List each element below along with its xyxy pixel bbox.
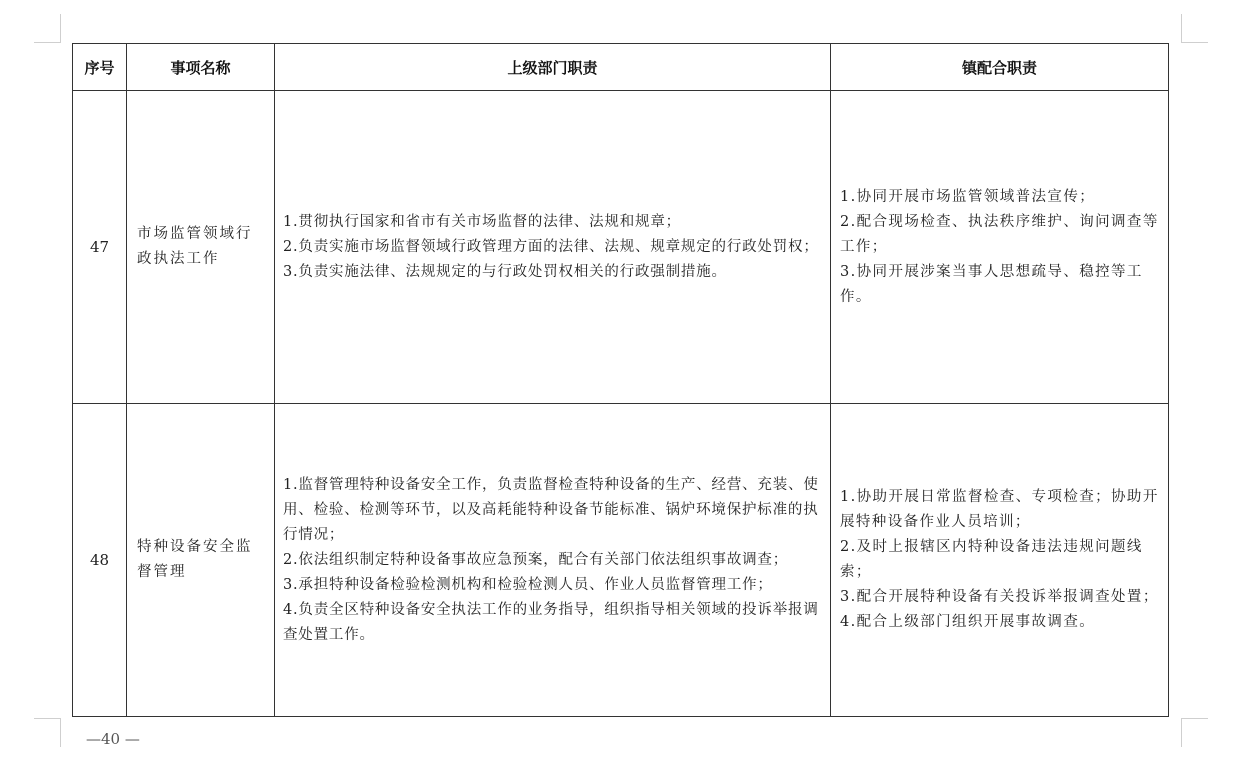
- duty-item: 3.承担特种设备检验检测机构和检验检测人员、作业人员监督管理工作；: [283, 576, 773, 593]
- duty-item: 3.配合开展特种设备有关投诉举报调查处置；: [840, 589, 1159, 605]
- table-row: [73, 404, 1169, 717]
- header-number: 序号: [73, 44, 127, 91]
- duty-item: 4.负责全区特种设备安全执法工作的业务指导，组织指导相关领域的投诉举报调查处置工作。: [283, 601, 819, 643]
- duty-item: 3.协同开展涉案当事人思想疏导、稳控等工作。: [840, 263, 1143, 305]
- table-header-row: [73, 44, 1169, 91]
- duty-item: 1.协同开展市场监管领域普法宣传；: [840, 188, 1096, 205]
- row-number: 47: [73, 91, 127, 404]
- page-number: —40 —: [86, 730, 140, 748]
- crop-mark-bottom-right: [1181, 718, 1208, 747]
- row-superior-duties: [275, 404, 831, 717]
- row-item-name: 特种设备安全监督管理: [127, 404, 275, 717]
- header-town-duties: 镇配合职责: [831, 44, 1169, 91]
- row-town-duties: [831, 404, 1169, 717]
- duty-item: 1.监督管理特种设备安全工作，负责监督检查特种设备的生产、经营、充装、使用、检验、检测等环节，以及高耗能特种设备节能标准、锅炉环境保护标准的执行情况；: [283, 476, 819, 543]
- row-town-duties: [831, 91, 1169, 404]
- crop-mark-bottom-left: [34, 718, 61, 747]
- duty-item: 3.负责实施法律、法规规定的与行政处罚权相关的行政强制措施。: [283, 263, 727, 280]
- duty-item: 2.负责实施市场监督领域行政管理方面的法律、法规、规章规定的行政处罚权；: [283, 238, 819, 255]
- duty-item: 4.配合上级部门组织开展事故调查。: [840, 614, 1096, 630]
- header-superior-duties: 上级部门职责: [275, 44, 831, 91]
- table-row: [73, 91, 1169, 404]
- duty-item: 2.配合现场检查、执法秩序维护、询问调查等工作；: [840, 213, 1159, 255]
- row-number: 48: [73, 404, 127, 717]
- duty-item: 2.及时上报辖区内特种设备违法违规问题线索；: [840, 539, 1143, 580]
- row-item-name: 市场监管领域行政执法工作: [127, 91, 275, 404]
- header-item-name: 事项名称: [127, 44, 275, 91]
- duty-item: 2.依法组织制定特种设备事故应急预案，配合有关部门依法组织事故调查；: [283, 551, 789, 568]
- crop-mark-top-left: [34, 14, 61, 43]
- duty-item: 1.协助开展日常监督检查、专项检查；协助开展特种设备作业人员培训；: [840, 489, 1159, 530]
- row-superior-duties: [275, 91, 831, 404]
- duties-table: [72, 43, 1169, 717]
- crop-mark-top-right: [1181, 14, 1208, 43]
- duty-item: 1.贯彻执行国家和省市有关市场监督的法律、法规和规章；: [283, 213, 681, 230]
